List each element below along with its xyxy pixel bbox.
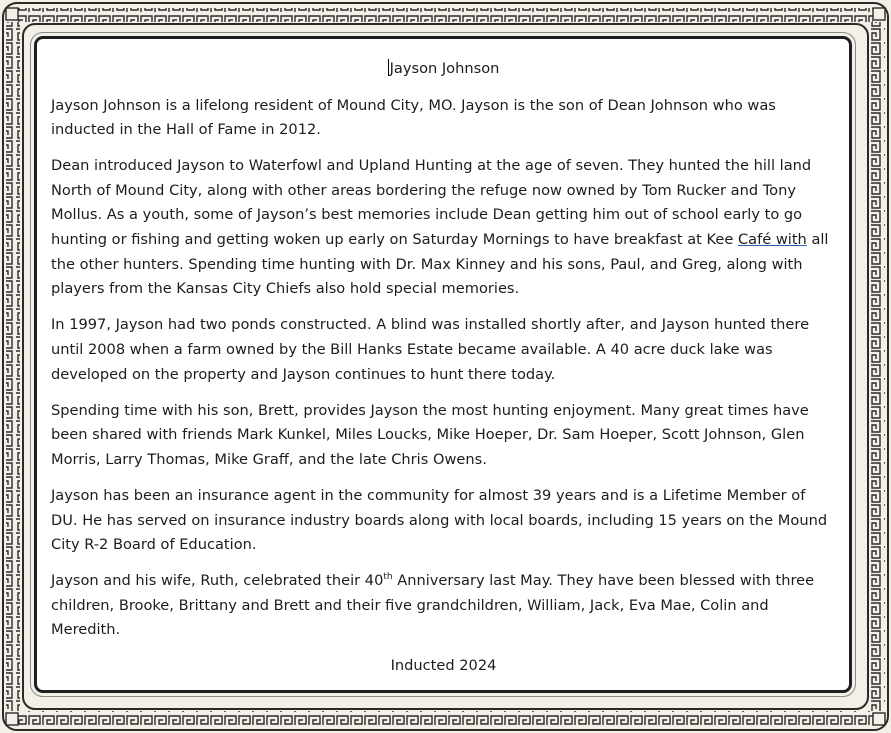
ordinal-suffix: th xyxy=(383,572,393,583)
paragraph-1[interactable]: Jayson Johnson is a lifelong resident of Mound City, MO. Jayson is the son of Dean Johnson who was inducted in the Hall of Fame in 2012. xyxy=(51,96,776,139)
paragraph-5[interactable]: Jayson has been an insurance agent in the community for almost 39 years and is a Lifetime Member of DU. He has served on insurance industry boards along with local boards, including 15 years on the Mound City R-2 Board of Education. xyxy=(51,486,828,554)
paragraph-6-text: Jayson and his wife, Ruth, celebrated their 40 xyxy=(51,572,384,590)
paragraph-6-rest: Anniversary last May. They have been blessed with three children, Brooke, Brittany and Brett and their five grandchildren, William, Jack, Eva Mae, Colin and Meredith. xyxy=(51,572,815,639)
page-title[interactable]: Jayson Johnson xyxy=(389,60,500,77)
page-title-line xyxy=(51,57,836,82)
paragraph-2-rest: all the other hunters. Spending time hunting with Dr. Max Kinney and his sons, Paul, and Greg, along with players from the Kansas City Chiefs also hold special memories. xyxy=(51,231,829,298)
paragraph-3[interactable]: In 1997, Jayson had two ponds constructed. A blind was installed shortly after, and Jayson hunted there until 2008 when a farm owned by the Bill Hanks Estate became available. A 40 acre duck lake was developed on the property and Jayson continues to hunt there today. xyxy=(51,316,810,383)
paragraph-2-text: Dean introduced Jayson to Waterfowl and Upland Hunting at the age of seven. They hunted the hill land North of Mound City, along with other areas bordering the refuge now owned by Tom Rucker and Tony Mollus. As a youth, some of Jayson’s best memories include Dean getting him out of school early to go hunting or fishing and getting woken up early on Saturday Mornings to have breakfast at Kee xyxy=(51,157,812,249)
document-body xyxy=(51,57,836,679)
paragraph-2[interactable] xyxy=(51,154,836,302)
cafe-link[interactable]: Café with xyxy=(737,231,807,249)
paragraph-6[interactable] xyxy=(51,569,836,643)
inducted-footer: Inducted 2024 xyxy=(390,657,497,675)
paragraph-4[interactable]: Spending time with his son, Brett, provides Jayson the most hunting enjoyment. Many great times have been shared with friends Mark Kunkel, Miles Loucks, Mike Hoeper, Dr. Sam Hoeper, Scott Johnson, Glen Morris, Larry Thomas, Mike Graff, and the late Chris Owens. xyxy=(51,401,809,468)
text-cursor xyxy=(388,59,389,76)
